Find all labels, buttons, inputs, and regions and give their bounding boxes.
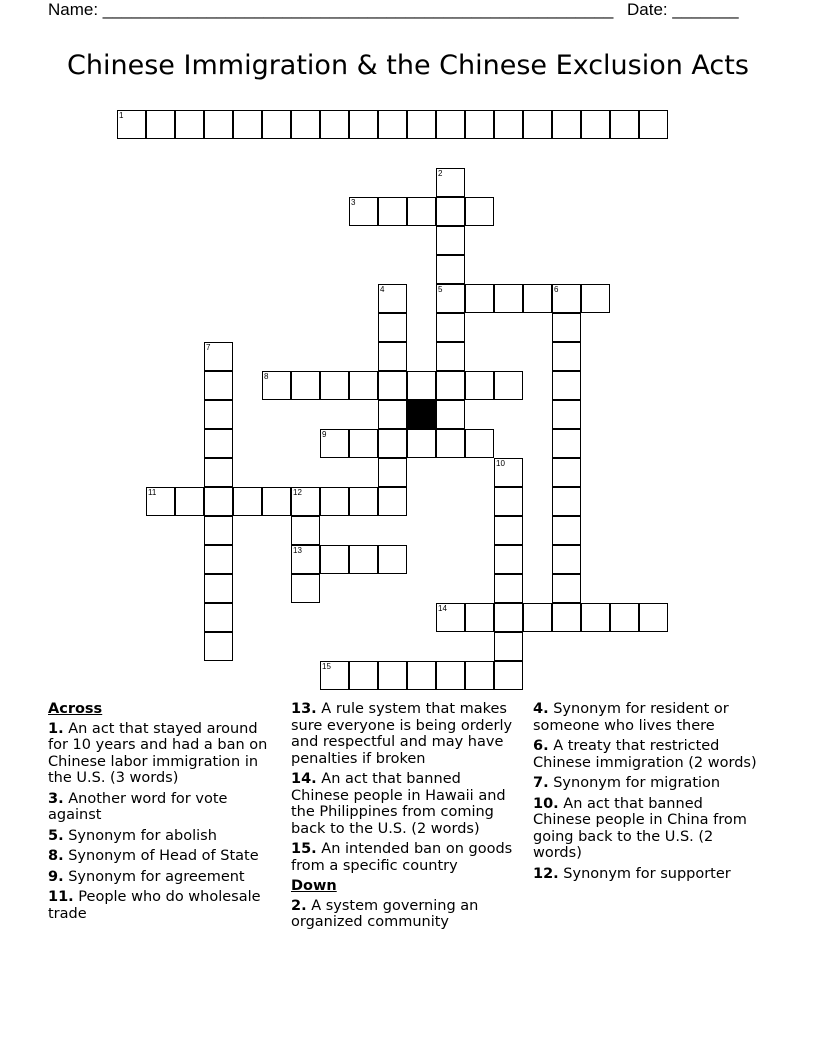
crossword-cell[interactable] xyxy=(349,545,378,574)
crossword-cell[interactable] xyxy=(204,603,233,632)
crossword-cell[interactable] xyxy=(436,226,465,255)
crossword-cell[interactable] xyxy=(378,400,407,429)
crossword-cell[interactable] xyxy=(291,371,320,400)
crossword-cell[interactable] xyxy=(552,603,581,632)
crossword-cell[interactable] xyxy=(610,110,639,139)
crossword-cell[interactable] xyxy=(349,487,378,516)
crossword-cell[interactable] xyxy=(552,458,581,487)
crossword-cell[interactable] xyxy=(523,603,552,632)
crossword-cell[interactable] xyxy=(204,110,233,139)
crossword-cell[interactable] xyxy=(378,458,407,487)
clues-column-3 xyxy=(533,701,765,886)
crossword-cell[interactable] xyxy=(581,603,610,632)
crossword-cell[interactable] xyxy=(436,429,465,458)
crossword-cell[interactable] xyxy=(407,197,436,226)
clue-across-5: 5. Synonym for abolish xyxy=(48,827,217,844)
crossword-cell[interactable] xyxy=(291,574,320,603)
crossword-cell[interactable] xyxy=(639,110,668,139)
crossword-cell[interactable] xyxy=(494,284,523,313)
clue-number-15: 15 xyxy=(322,662,331,671)
crossword-cell[interactable] xyxy=(465,284,494,313)
crossword-cell[interactable] xyxy=(494,545,523,574)
crossword-cell[interactable] xyxy=(465,110,494,139)
clue-down-12: 12. Synonym for supporter xyxy=(533,865,731,882)
clue-down-6: 6. A treaty that restricted Chinese immigration (2 words) xyxy=(533,738,757,771)
crossword-cell[interactable] xyxy=(465,603,494,632)
crossword-cell[interactable] xyxy=(552,429,581,458)
crossword-cell[interactable] xyxy=(349,110,378,139)
clue-down-2: 2. A system governing an organized community xyxy=(291,897,479,930)
clue-across-9: 9. Synonym for agreement xyxy=(48,868,245,885)
crossword-cell[interactable] xyxy=(436,400,465,429)
crossword-cell[interactable] xyxy=(494,516,523,545)
crossword-cell[interactable] xyxy=(436,313,465,342)
crossword-cell[interactable] xyxy=(378,429,407,458)
clue-number-11: 11 xyxy=(148,488,157,497)
crossword-cell[interactable] xyxy=(494,603,523,632)
crossword-cell[interactable] xyxy=(407,371,436,400)
crossword-cell[interactable] xyxy=(436,255,465,284)
crossword-cell[interactable] xyxy=(204,458,233,487)
clues-column-1 xyxy=(48,701,280,926)
down-heading: Down xyxy=(291,878,337,894)
clue-number-14: 14 xyxy=(438,604,447,613)
clue-down-4: 4. Synonym for resident or someone who lives there xyxy=(533,701,729,734)
crossword-cell[interactable] xyxy=(204,632,233,661)
crossword-cell[interactable] xyxy=(436,110,465,139)
crossword-cell[interactable] xyxy=(204,371,233,400)
crossword-cell[interactable] xyxy=(552,110,581,139)
crossword-cell[interactable] xyxy=(349,429,378,458)
crossword-cell[interactable] xyxy=(552,313,581,342)
clue-number-8: 8 xyxy=(264,372,269,381)
crossword-cell[interactable] xyxy=(436,197,465,226)
crossword-cell[interactable] xyxy=(581,110,610,139)
crossword-cell[interactable] xyxy=(494,371,523,400)
crossword-cell[interactable] xyxy=(552,342,581,371)
clue-across-1: 1. An act that stayed around for 10 years and had a ban on Chinese labor immigration in the U.S. (3 words) xyxy=(48,720,268,786)
crossword-cell[interactable] xyxy=(494,110,523,139)
clue-number-9: 9 xyxy=(322,430,327,439)
clue-down-7: 7. Synonym for migration xyxy=(533,775,721,791)
crossword-cell[interactable] xyxy=(523,284,552,313)
crossword-cell[interactable] xyxy=(233,487,262,516)
crossword-cell[interactable] xyxy=(407,661,436,690)
page-title: Chinese Immigration & the Chinese Exclusion Acts xyxy=(67,50,749,81)
crossword-cell[interactable] xyxy=(378,342,407,371)
crossword-cell[interactable] xyxy=(465,371,494,400)
crossword-cell[interactable] xyxy=(552,516,581,545)
crossword-cell[interactable] xyxy=(175,110,204,139)
crossword-black-cell xyxy=(407,400,436,429)
crossword-cell[interactable] xyxy=(407,429,436,458)
crossword-cell[interactable] xyxy=(349,371,378,400)
crossword-cell[interactable] xyxy=(494,661,523,690)
crossword-cell[interactable] xyxy=(320,110,349,139)
clue-number-4: 4 xyxy=(380,285,385,294)
crossword-cell[interactable] xyxy=(378,313,407,342)
crossword-cell[interactable] xyxy=(349,661,378,690)
crossword-cell[interactable] xyxy=(436,342,465,371)
clue-across-15: 15. An intended ban on goods from a specific country xyxy=(291,841,513,874)
crossword-cell[interactable] xyxy=(204,429,233,458)
crossword-cell[interactable] xyxy=(378,545,407,574)
crossword-cell[interactable] xyxy=(320,371,349,400)
crossword-cell[interactable] xyxy=(378,487,407,516)
clue-number-13: 13 xyxy=(293,546,302,555)
crossword-cell[interactable] xyxy=(610,603,639,632)
clues-column-2 xyxy=(291,701,523,935)
crossword-cell[interactable] xyxy=(320,487,349,516)
clue-across-11: 11. People who do wholesale trade xyxy=(48,889,261,922)
crossword-cell[interactable] xyxy=(581,284,610,313)
crossword-cell[interactable] xyxy=(465,429,494,458)
crossword-cell[interactable] xyxy=(465,197,494,226)
crossword-cell[interactable] xyxy=(204,545,233,574)
clue-across-14: 14. An act that banned Chinese people in Hawaii and the Philippines from coming back to the U.S. (2 words) xyxy=(291,771,506,837)
clue-number-3: 3 xyxy=(351,198,356,207)
crossword-cell[interactable] xyxy=(204,574,233,603)
clue-across-3: 3. Another word for vote against xyxy=(48,790,228,823)
clue-number-10: 10 xyxy=(496,459,505,468)
clue-number-12: 12 xyxy=(293,488,302,497)
crossword-cell[interactable] xyxy=(436,371,465,400)
clue-across-8: 8. Synonym of Head of State xyxy=(48,848,259,864)
crossword-cell[interactable] xyxy=(378,110,407,139)
crossword-cell[interactable] xyxy=(291,516,320,545)
crossword-cell[interactable] xyxy=(291,110,320,139)
crossword-cell[interactable] xyxy=(407,110,436,139)
crossword-cell[interactable] xyxy=(378,661,407,690)
crossword-cell[interactable] xyxy=(204,400,233,429)
clue-across-13: 13. A rule system that makes sure everyone is being orderly and respectful and may have penalties if broken xyxy=(291,701,513,767)
crossword-cell[interactable] xyxy=(175,487,204,516)
crossword-cell[interactable] xyxy=(552,487,581,516)
clue-number-6: 6 xyxy=(554,285,559,294)
crossword-cell[interactable] xyxy=(552,545,581,574)
clue-number-1: 1 xyxy=(119,111,124,120)
crossword-cell[interactable] xyxy=(552,574,581,603)
crossword-cell[interactable] xyxy=(320,545,349,574)
crossword-cell[interactable] xyxy=(639,603,668,632)
crossword-cell[interactable] xyxy=(465,661,494,690)
clue-down-10: 10. An act that banned Chinese people in China from going back to the U.S. (2 words) xyxy=(533,795,747,861)
crossword-cell[interactable] xyxy=(204,487,233,516)
clue-number-2: 2 xyxy=(438,169,443,178)
crossword-cell[interactable] xyxy=(204,516,233,545)
crossword-cell[interactable] xyxy=(494,487,523,516)
crossword-cell[interactable] xyxy=(523,110,552,139)
crossword-cell[interactable] xyxy=(146,110,175,139)
date-field-label: Date: _______ xyxy=(627,0,739,19)
across-heading: Across xyxy=(48,701,103,717)
crossword-cell[interactable] xyxy=(378,371,407,400)
clue-number-5: 5 xyxy=(438,285,443,294)
crossword-cell[interactable] xyxy=(233,110,262,139)
crossword-cell[interactable] xyxy=(262,487,291,516)
crossword-cell[interactable] xyxy=(378,197,407,226)
name-field-label: Name: ______________________________________________________ xyxy=(48,0,614,19)
crossword-cell[interactable] xyxy=(262,110,291,139)
crossword-cell[interactable] xyxy=(494,574,523,603)
crossword-cell[interactable] xyxy=(494,632,523,661)
clue-number-7: 7 xyxy=(206,343,211,352)
crossword-cell[interactable] xyxy=(552,400,581,429)
crossword-cell[interactable] xyxy=(436,661,465,690)
crossword-cell[interactable] xyxy=(552,371,581,400)
